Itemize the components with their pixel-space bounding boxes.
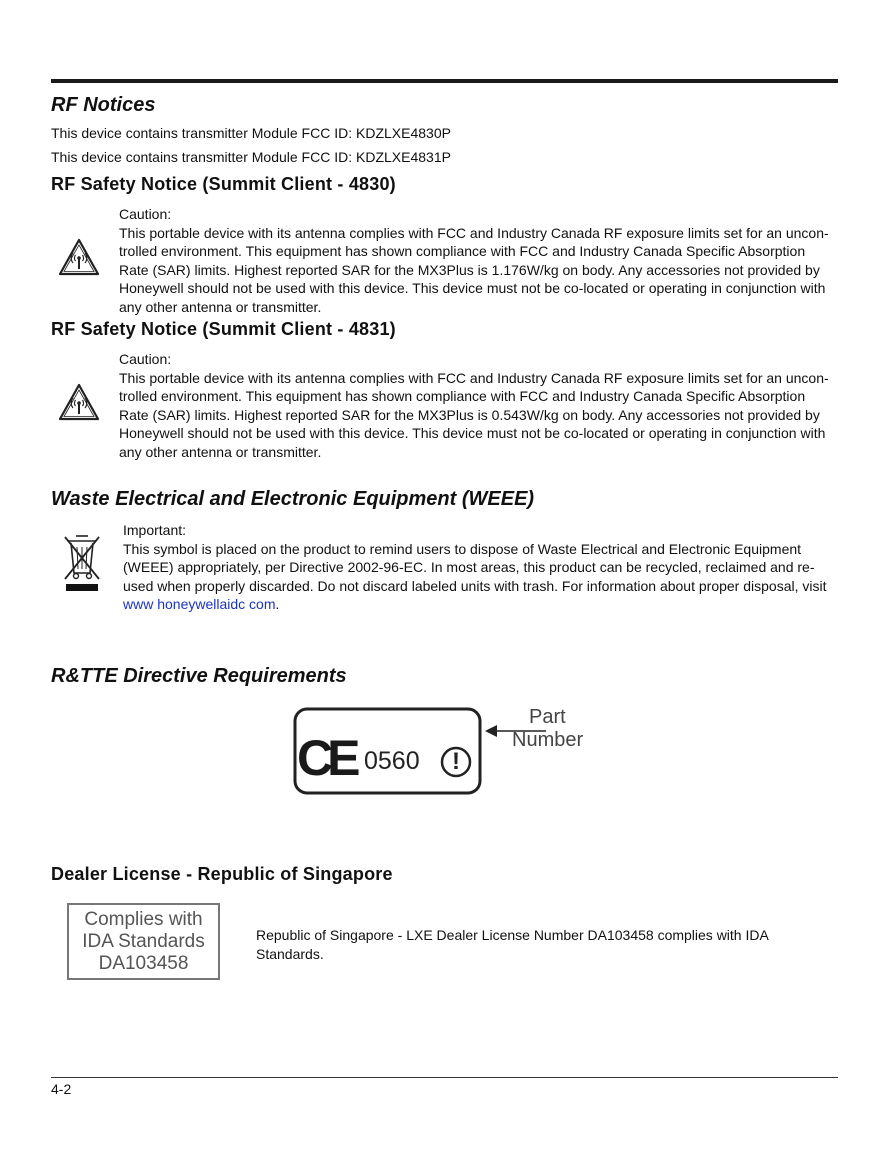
rf-warning-icon (57, 237, 101, 277)
rf-safety-4831-text (119, 350, 831, 462)
badge-line: DA103458 (98, 952, 189, 974)
text-line: trolled environment. This equipment has shown compliance with FCC and Industry Canada Specific Absorption (119, 388, 806, 405)
rtte-heading: R&TTE Directive Requirements (51, 665, 347, 687)
ida-compliance-badge (67, 903, 220, 980)
text-line: Rate (SAR) limits. Highest reported SAR for the MX3Plus is 0.543W/kg on body. Any accessories not provided by (119, 406, 820, 423)
badge-line: IDA Standards (82, 930, 205, 952)
weee-text (123, 521, 835, 614)
fcc-id-line-2: This device contains transmitter Module FCC ID: KDZLXE4831P (51, 149, 451, 165)
caution-label: Caution: (119, 351, 172, 367)
text-line: This symbol is placed on the product to remind users to dispose of Waste Electrical and Electronic Equipment (123, 540, 802, 557)
caution-label: Caution: (119, 206, 172, 222)
page-number: 4-2 (51, 1081, 72, 1097)
weee-bin-icon (62, 533, 102, 593)
ce-marking-figure (293, 706, 598, 798)
top-rule (51, 79, 838, 83)
important-label: Important: (123, 522, 187, 538)
dealer-heading: Dealer License - Republic of Singapore (51, 864, 393, 884)
weee-heading: Waste Electrical and Electronic Equipment (WEEE) (51, 488, 535, 510)
rf-notices-heading: RF Notices (51, 94, 156, 116)
text-line: used when properly discarded. Do not discard labeled units with trash. For information about proper disposal, visit (123, 577, 827, 594)
text-line: (WEEE) appropriately, per Directive 2002-96-EC. In most areas, this product can be recycled, reclaimed and re- (123, 559, 815, 576)
text-line: Honeywell should not be used with this device. This device must not be co-located or operating in conjunction with (119, 280, 826, 297)
text-line: Standards. (256, 945, 324, 962)
part-label-line1: Part (529, 706, 566, 728)
text-line: any other antenna or transmitter. (119, 298, 322, 315)
rf-safety-4830-heading: RF Safety Notice (Summit Client - 4830) (51, 174, 396, 194)
honeywell-website-link[interactable]: www honeywellaidc com (123, 596, 276, 613)
notified-body-number: 0560 (364, 747, 420, 775)
dealer-text (256, 926, 816, 963)
text-line: Republic of Singapore - LXE Dealer License Number DA103458 complies with IDA (256, 927, 769, 943)
text-line: Rate (SAR) limits. Highest reported SAR for the MX3Plus is 1.176W/kg on body. Any accessories not provided by (119, 261, 820, 278)
fcc-id-line-1: This device contains transmitter Module FCC ID: KDZLXE4830P (51, 125, 451, 141)
link-suffix: . (275, 596, 280, 613)
alert-exclamation-icon: ! (452, 748, 460, 775)
text-line: Honeywell should not be used with this device. This device must not be co-located or operating in conjunction with (119, 425, 826, 442)
rf-warning-icon (57, 382, 101, 422)
part-label-line2: Number (512, 729, 584, 751)
rf-safety-4831-heading: RF Safety Notice (Summit Client - 4831) (51, 319, 396, 339)
text-line: This portable device with its antenna complies with FCC and Industry Canada RF exposure limits set for an uncon- (119, 369, 829, 386)
text-line: This portable device with its antenna complies with FCC and Industry Canada RF exposure limits set for an uncon- (119, 224, 829, 241)
text-line: any other antenna or transmitter. (119, 443, 322, 460)
badge-line: Complies with (84, 908, 203, 930)
bottom-rule (51, 1077, 838, 1078)
text-line: trolled environment. This equipment has shown compliance with FCC and Industry Canada Specific Absorption (119, 243, 806, 260)
rf-safety-4830-text (119, 205, 831, 317)
text-line (123, 595, 835, 614)
ce-mark-icon: CE (297, 730, 355, 786)
